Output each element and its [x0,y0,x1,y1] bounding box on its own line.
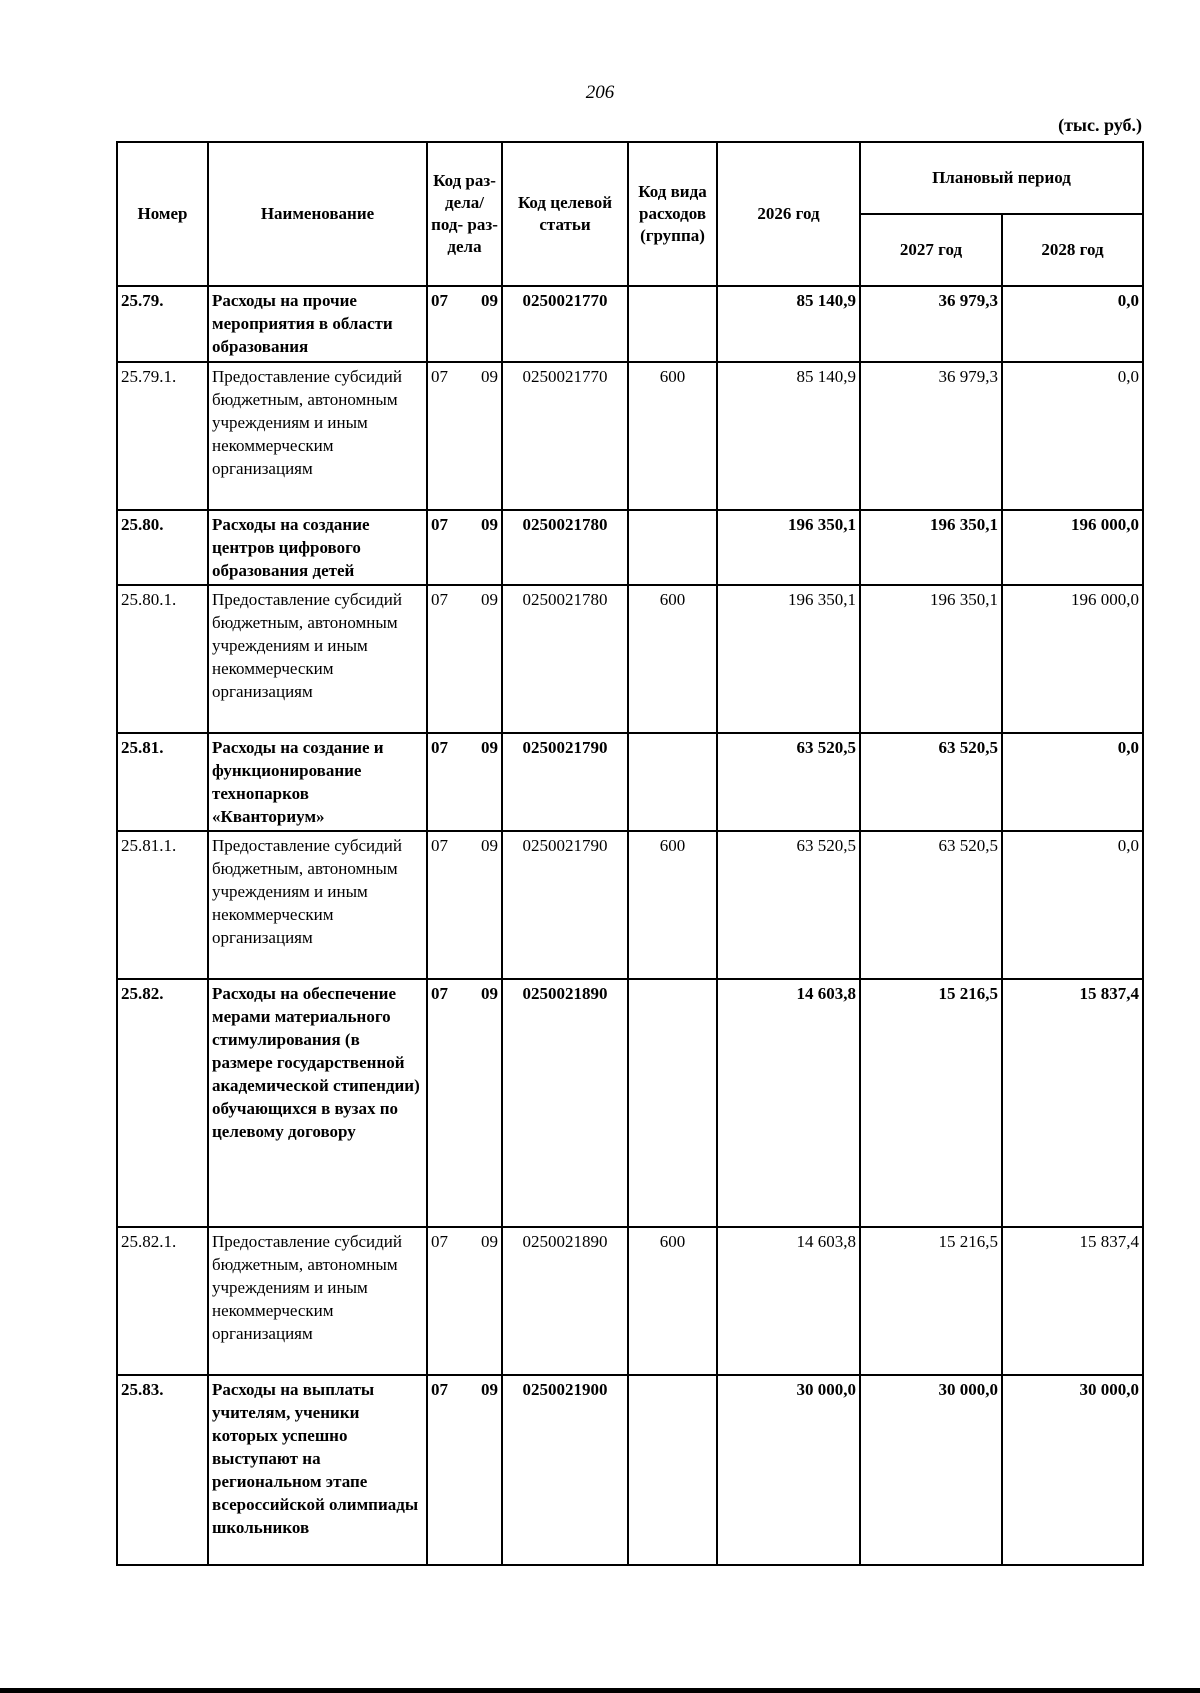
table-row [117,1227,1143,1375]
row-amount-2027: 36 979,3 [860,286,1002,362]
row-name: Расходы на создание и функционирование технопарков «Кванториум» [208,733,427,831]
row-amount-2026: 63 520,5 [717,733,860,831]
row-section-code [427,585,502,733]
row-name: Предоставление субсидий бюджетным, автономным учреждениям и иным некоммерческим организациям [208,362,427,510]
row-target-code: 0250021780 [502,510,628,585]
row-subsection: 09 [481,590,498,609]
row-amount-2028: 0,0 [1002,362,1143,510]
row-number: 25.80. [117,510,208,585]
row-subsection: 09 [481,738,498,757]
row-amount-2027: 63 520,5 [860,733,1002,831]
row-amount-2028: 0,0 [1002,286,1143,362]
row-number: 25.83. [117,1375,208,1565]
row-target-code: 0250021890 [502,979,628,1227]
row-kind-code [628,1375,717,1565]
table-row [117,286,1143,362]
row-name: Предоставление субсидий бюджетным, автономным учреждениям и иным некоммерческим организациям [208,831,427,979]
row-subsection: 09 [481,515,498,534]
row-amount-2028: 196 000,0 [1002,510,1143,585]
table-row [117,585,1143,733]
row-kind-code [628,286,717,362]
units-label: (тыс. руб.) [1058,115,1142,135]
row-amount-2027: 15 216,5 [860,1227,1002,1375]
row-amount-2028: 196 000,0 [1002,585,1143,733]
header-2027: 2027 год [860,214,1002,286]
row-section-code [427,362,502,510]
row-number: 25.81. [117,733,208,831]
row-kind-code: 600 [628,1227,717,1375]
row-amount-2028: 15 837,4 [1002,1227,1143,1375]
row-number: 25.82.1. [117,1227,208,1375]
row-section-code [427,979,502,1227]
row-subsection: 09 [481,836,498,855]
row-kind-code [628,510,717,585]
row-amount-2028: 0,0 [1002,831,1143,979]
row-section: 07 [431,836,448,855]
row-section-code [427,1227,502,1375]
row-target-code: 0250021900 [502,1375,628,1565]
page-number: 206 [585,82,615,103]
row-amount-2027: 36 979,3 [860,362,1002,510]
row-subsection: 09 [481,984,498,1003]
row-amount-2028: 15 837,4 [1002,979,1143,1227]
row-name: Расходы на прочие мероприятия в области образования [208,286,427,362]
row-kind-code [628,733,717,831]
row-amount-2026: 196 350,1 [717,585,860,733]
table-row [117,362,1143,510]
row-amount-2026: 14 603,8 [717,1227,860,1375]
row-name: Расходы на обеспечение мерами материального стимулирования (в размере государственной академической стипендии) обучающихся в вузах по целевому договору [208,979,427,1227]
row-section-code [427,733,502,831]
row-number: 25.81.1. [117,831,208,979]
row-amount-2027: 15 216,5 [860,979,1002,1227]
row-target-code: 0250021890 [502,1227,628,1375]
row-target-code: 0250021780 [502,585,628,733]
row-kind-code: 600 [628,585,717,733]
header-target: Код целевой статьи [502,142,628,286]
table-row [117,733,1143,831]
row-name: Предоставление субсидий бюджетным, автономным учреждениям и иным некоммерческим организациям [208,1227,427,1375]
header-number: Номер [117,142,208,286]
row-kind-code [628,979,717,1227]
row-name: Расходы на выплаты учителям, ученики которых успешно выступают на региональном этапе всероссийской олимпиады школьников [208,1375,427,1565]
row-amount-2027: 196 350,1 [860,585,1002,733]
row-section: 07 [431,590,448,609]
row-amount-2026: 30 000,0 [717,1375,860,1565]
row-name: Предоставление субсидий бюджетным, автономным учреждениям и иным некоммерческим организациям [208,585,427,733]
header-name: Наименование [208,142,427,286]
row-number: 25.79.1. [117,362,208,510]
row-amount-2027: 30 000,0 [860,1375,1002,1565]
row-kind-code: 600 [628,362,717,510]
table-row [117,1375,1143,1565]
table-row [117,510,1143,585]
header-2026: 2026 год [717,142,860,286]
row-amount-2026: 63 520,5 [717,831,860,979]
bottom-rule [0,1688,1200,1693]
row-number: 25.82. [117,979,208,1227]
row-amount-2028: 0,0 [1002,733,1143,831]
row-number: 25.80.1. [117,585,208,733]
row-name: Расходы на создание центров цифрового образования детей [208,510,427,585]
row-target-code: 0250021790 [502,831,628,979]
table-row [117,979,1143,1227]
row-kind-code: 600 [628,831,717,979]
row-target-code: 0250021770 [502,362,628,510]
row-section: 07 [431,367,448,386]
row-section: 07 [431,1380,448,1399]
row-section-code [427,831,502,979]
table-row [117,831,1143,979]
header-kind: Код вида расходов (группа) [628,142,717,286]
row-section-code [427,286,502,362]
header-2028: 2028 год [1002,214,1143,286]
row-section: 07 [431,291,448,310]
row-amount-2027: 63 520,5 [860,831,1002,979]
row-subsection: 09 [481,291,498,310]
row-section: 07 [431,738,448,757]
row-section: 07 [431,1232,448,1251]
row-section-code [427,510,502,585]
row-amount-2027: 196 350,1 [860,510,1002,585]
row-amount-2026: 196 350,1 [717,510,860,585]
row-amount-2026: 85 140,9 [717,286,860,362]
row-target-code: 0250021790 [502,733,628,831]
row-amount-2026: 14 603,8 [717,979,860,1227]
budget-table [116,141,1144,1566]
row-target-code: 0250021770 [502,286,628,362]
row-section-code [427,1375,502,1565]
row-section: 07 [431,515,448,534]
row-subsection: 09 [481,1232,498,1251]
header-planned: Плановый период [860,142,1143,214]
row-number: 25.79. [117,286,208,362]
row-amount-2028: 30 000,0 [1002,1375,1143,1565]
row-subsection: 09 [481,1380,498,1399]
header-section: Код раз- дела/ под- раз- дела [427,142,502,286]
row-subsection: 09 [481,367,498,386]
row-section: 07 [431,984,448,1003]
row-amount-2026: 85 140,9 [717,362,860,510]
